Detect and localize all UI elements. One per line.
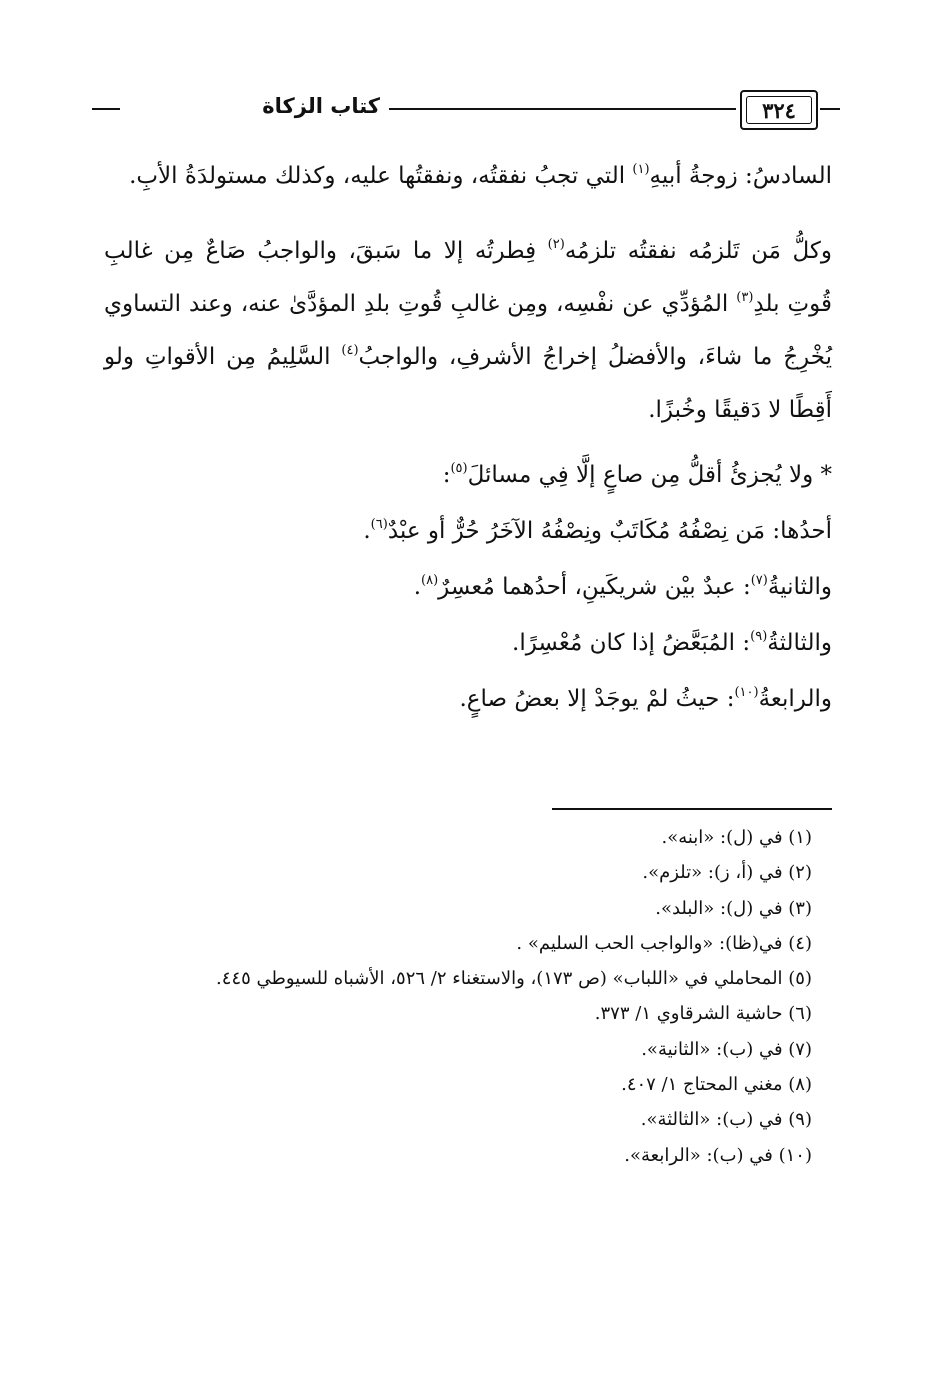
footnotes xyxy=(92,820,812,1173)
text-run: المُؤدِّي عن نفْسِه، ومِن غالبِ قُوتِ بلدِ المؤدَّىٰ عنه، وعند التساوي يُخْرِجُ ما شاءَ، والأفضلُ إخراجُ الأشرفِ، والواجبُ xyxy=(104,291,832,370)
footnote-separator xyxy=(552,808,832,810)
footnote-ref-1: (١) xyxy=(632,162,650,177)
footnote-item: (٥) المحاملي في «اللباب» (ص ١٧٣)، والاستغناء ٢/ ٥٢٦، الأشباه للسيوطي ٤٤٥. xyxy=(216,968,812,990)
footnote-item: (٨) مغني المحتاج ١/ ٤٠٧. xyxy=(621,1074,812,1096)
page-number-frame xyxy=(740,90,818,130)
footnote-item: (٣) في (ل): «البلد». xyxy=(655,897,812,919)
footnote-item: (٧) في (ب): «الثانية». xyxy=(641,1038,812,1060)
footnote-ref-5: (٥) xyxy=(450,461,468,476)
book-title: كتاب الزكاة xyxy=(262,94,380,118)
text-run: السادسُ: زوجةُ أبيهِ xyxy=(649,163,832,189)
footnote-ref-8: (٨) xyxy=(421,573,439,588)
text-run: : حيثُ لمْ يوجَدْ إلا بعضُ صاعٍ. xyxy=(459,686,735,712)
footnote-item: (٤) في(ظا): «والواجب الحب السليم» . xyxy=(516,932,812,954)
footnote-ref-9: (٩) xyxy=(750,629,768,644)
text-run: : عبدٌ بيْن شريكَينِ، أحدُهما مُعسِرٌ xyxy=(438,574,751,600)
paragraph-sixth xyxy=(104,150,832,203)
footnote-item: (٢) في (أ، ز): «تلزم». xyxy=(642,862,812,884)
header-rule-left xyxy=(92,108,120,110)
text-run: والثالثةُ xyxy=(767,630,832,656)
footnote-ref-4: (٤) xyxy=(341,343,359,358)
footnote-item: (٩) في (ب): «الثالثة». xyxy=(640,1109,812,1131)
text-run: والرابعةُ xyxy=(758,686,832,712)
footnote-ref-10: (١٠) xyxy=(734,685,759,700)
masail-heading xyxy=(104,447,832,503)
text-run: أحدُها: مَن نِصْفُهُ مُكَاتَبٌ ونِصْفُهُ الآخَرُ حُرٌّ أو عبْدٌ xyxy=(387,518,832,544)
header-rule-middle xyxy=(389,108,736,110)
text-run: . xyxy=(363,518,371,544)
footnote-ref-2: (٢) xyxy=(547,237,565,252)
footnote-item: (٦) حاشية الشرقاوي ١/ ٣٧٣. xyxy=(594,1003,812,1025)
issue-second xyxy=(104,559,832,615)
issue-first xyxy=(104,503,832,559)
page-header xyxy=(92,86,840,136)
text-run: * ولا يُجزئُ أقلُّ مِن صاعٍ إلَّا فِي مسائلَ xyxy=(467,462,832,488)
text-run: فِطرتُه إلا ما سَبقَ، والواجبُ صَاعٌ مِن غالبِ قُوتِ بلدِ xyxy=(104,238,832,317)
footnote-item: (١) في (ل): «ابنه». xyxy=(661,827,812,848)
text-run: التي تجبُ نفقتُه، ونفقتُها عليه، وكذلك مستولدَةُ الأبِ. xyxy=(129,163,633,189)
issue-fourth xyxy=(104,671,832,727)
text-run: وكلُّ مَن تَلزمُه نفقتُه تلزمُه xyxy=(564,238,832,264)
footnote-item: (١٠) في (ب): «الرابعة». xyxy=(624,1144,812,1166)
issue-third xyxy=(104,615,832,671)
paragraph-nafaqa xyxy=(104,225,832,437)
text-run: السَّلِيمُ مِن الأقواتِ ولو أَقِطًا لا دَقيقًا وخُبزًا. xyxy=(104,344,832,423)
text-run: والثانيةُ xyxy=(767,574,832,600)
header-rule-right xyxy=(820,108,840,110)
text-run: : xyxy=(442,462,451,488)
footnote-ref-7: (٧) xyxy=(750,573,768,588)
text-run: : المُبَعَّضُ إذا كان مُعْسِرًا. xyxy=(512,630,751,656)
footnote-ref-6: (٦) xyxy=(370,517,388,532)
page-number: ٣٢٤ xyxy=(746,96,812,124)
footnote-ref-3: (٣) xyxy=(736,290,754,305)
text-run: . xyxy=(413,574,421,600)
main-text xyxy=(104,150,832,727)
